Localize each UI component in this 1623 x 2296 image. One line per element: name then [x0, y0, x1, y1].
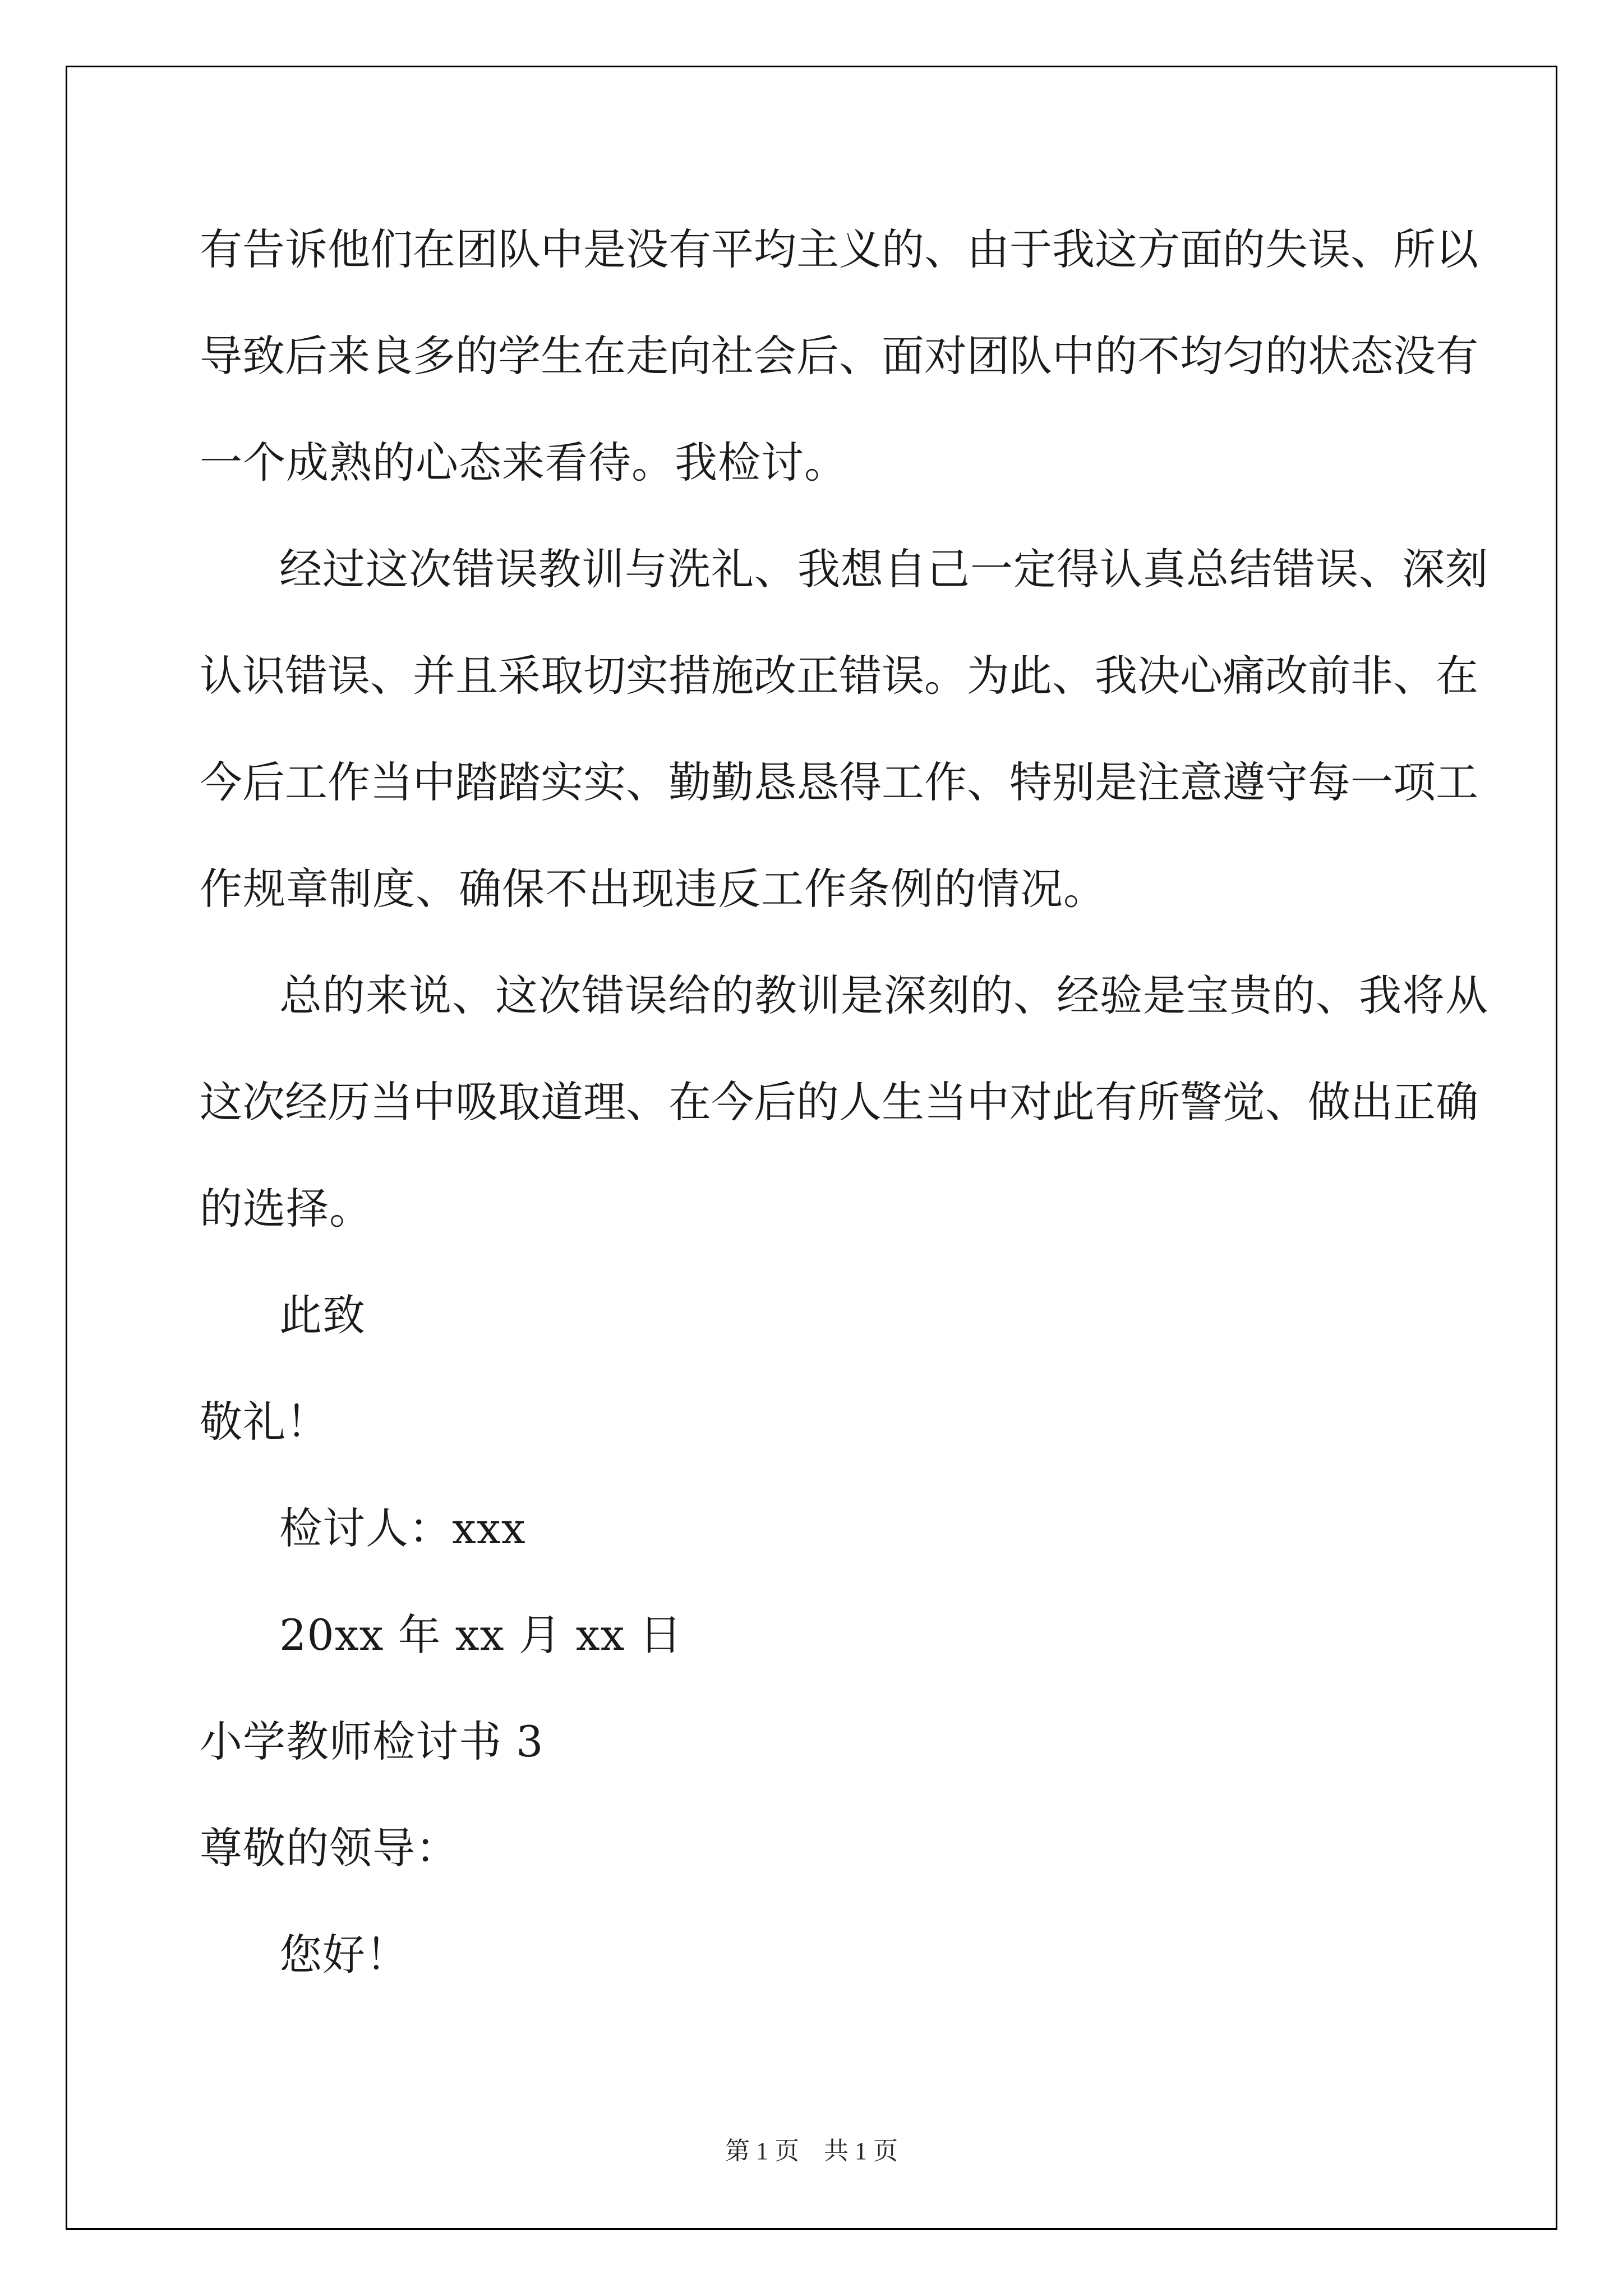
date-line: 20xx 年 xx 月 xx 日	[279, 1610, 683, 1660]
letter-opening: 您好！	[279, 1930, 409, 1980]
page-border	[66, 66, 1557, 2230]
closing-regards: 敬礼！	[200, 1397, 329, 1447]
page-number-footer: 第 1 页 共 1 页	[725, 2137, 898, 2165]
paragraph-first-line: 总的来说、这次错误给的教训是深刻的、经验是宝贵的、我将从	[279, 970, 1488, 1020]
text-line: 的选择。	[200, 1184, 372, 1234]
letter-greeting: 尊敬的领导：	[200, 1823, 459, 1873]
text-line: 有告诉他们在团队中是没有平均主义的、由于我这方面的失误、所以	[200, 224, 1478, 274]
section-title: 小学教师检讨书 3	[200, 1717, 544, 1766]
text-line: 今后工作当中踏踏实实、勤勤恳恳得工作、特别是注意遵守每一项工	[200, 757, 1478, 807]
text-line: 一个成熟的心态来看待。我检讨。	[200, 438, 847, 487]
signature-line: 检讨人：xxx	[279, 1503, 526, 1553]
text-line: 作规章制度、确保不出现违反工作条例的情况。	[200, 864, 1106, 914]
text-line: 这次经历当中吸取道理、在今后的人生当中对此有所警觉、做出正确	[200, 1077, 1478, 1127]
text-line: 认识错误、并且采取切实措施改正错误。为此、我决心痛改前非、在	[200, 651, 1478, 701]
closing-salutation: 此致	[279, 1290, 366, 1340]
paragraph-first-line: 经过这次错误教训与洗礼、我想自己一定得认真总结错误、深刻	[279, 544, 1488, 594]
text-line: 导致后来良多的学生在走向社会后、面对团队中的不均匀的状态没有	[200, 331, 1478, 381]
